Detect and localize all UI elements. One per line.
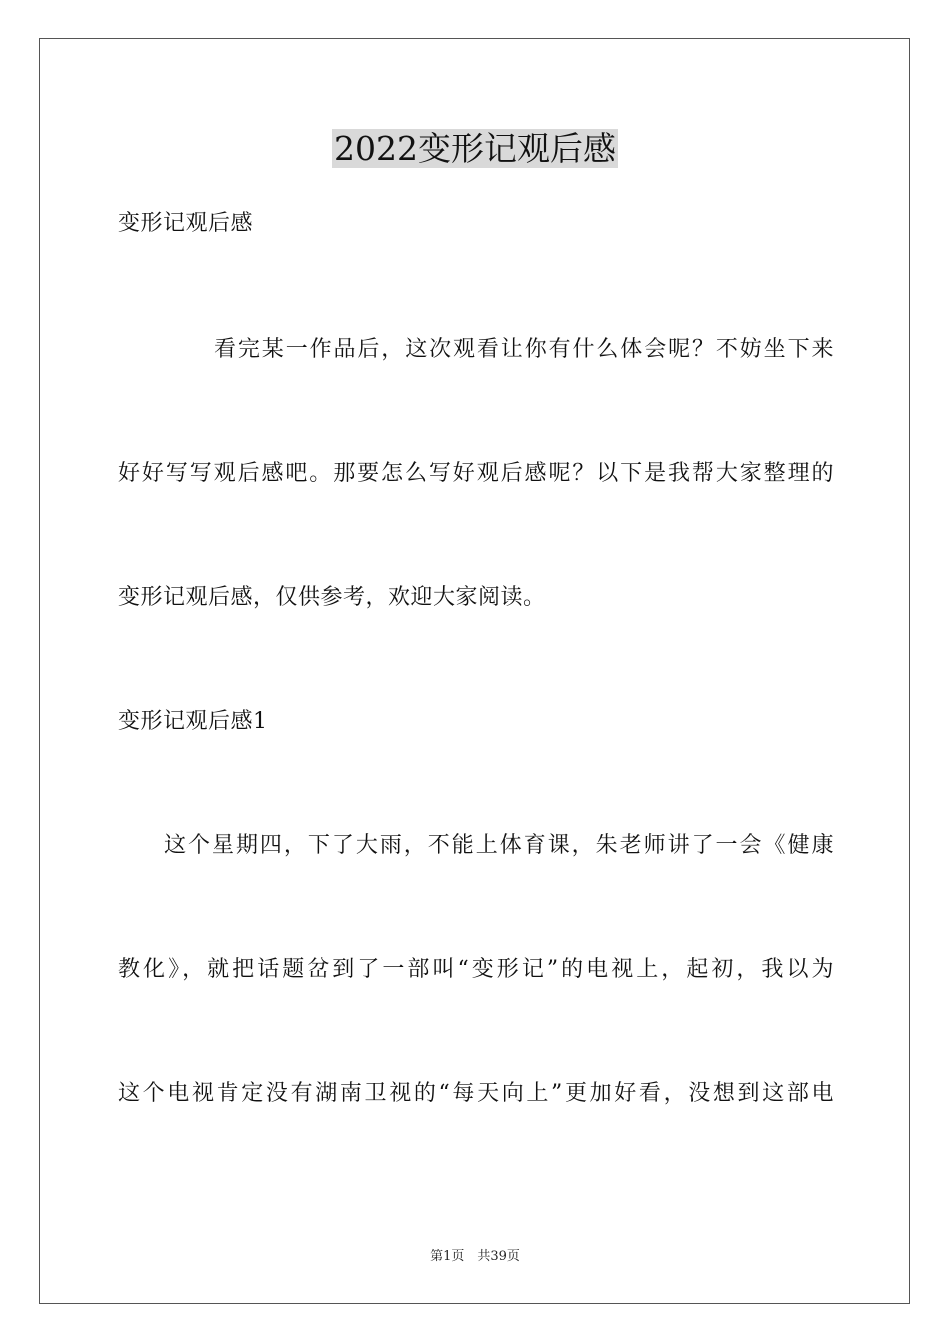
paragraph-line: 这个电视肯定没有湖南卫视的“每天向上”更加好看，没想到这部电 xyxy=(118,1081,834,1106)
paragraph-line: 看完某一作品后，这次观看让你有什么体会呢？不妨坐下来 xyxy=(214,337,834,362)
paragraph-line: 教化》，就把话题岔到了一部叫“变形记”的电视上，起初，我以为 xyxy=(118,957,834,982)
paragraph-line: 好好写写观后感吧。那要怎么写好观后感呢？以下是我帮大家整理的 xyxy=(118,461,834,486)
section-heading: 变形记观后感1 xyxy=(118,709,268,734)
document-title xyxy=(0,128,950,170)
paragraph-line: 这个星期四，下了大雨，不能上体育课，朱老师讲了一会《健康 xyxy=(164,833,834,858)
document-title-text: 2022变形记观后感 xyxy=(334,129,616,168)
document-subtitle: 变形记观后感 xyxy=(118,211,254,236)
page-footer: 第1页 共39页 xyxy=(430,1249,520,1264)
paragraph-line: 变形记观后感，仅供参考，欢迎大家阅读。 xyxy=(118,585,546,610)
